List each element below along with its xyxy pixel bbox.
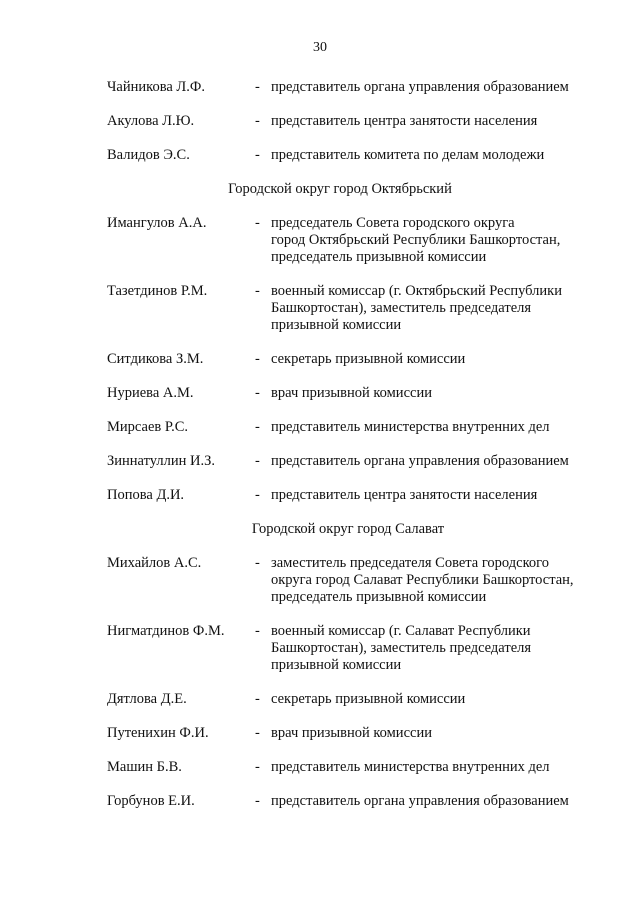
member-entry <box>0 215 640 266</box>
member-role <box>271 283 611 334</box>
member-role-line: представитель центра занятости населения <box>271 487 538 503</box>
member-role <box>271 793 611 810</box>
section-heading: Городской округ город Салават <box>251 521 445 537</box>
member-entry <box>0 759 640 776</box>
dash-separator: - <box>255 215 260 231</box>
member-entry <box>0 487 640 504</box>
member-role-line: представитель органа управления образованием <box>271 793 569 809</box>
member-role-line: город Октябрьский Республики Башкортостан, <box>271 232 561 248</box>
member-role-line: призывной комиссии <box>271 317 402 333</box>
dash-separator: - <box>255 79 260 95</box>
member-name: Тазетдинов Р.М. <box>107 283 208 299</box>
member-role-line: представитель центра занятости населения <box>271 113 538 129</box>
dash-separator: - <box>255 283 260 299</box>
member-role-line: председатель призывной комиссии <box>271 249 487 265</box>
member-name: Чайникова Л.Ф. <box>107 79 205 95</box>
member-role-line: представитель органа управления образованием <box>271 79 569 95</box>
member-role <box>271 351 611 368</box>
member-role <box>271 487 611 504</box>
member-name: Нигматдинов Ф.М. <box>107 623 225 639</box>
member-role <box>271 79 611 96</box>
page-number: 30 <box>313 40 327 55</box>
member-entry <box>0 453 640 470</box>
dash-separator: - <box>255 691 260 707</box>
member-role <box>271 147 611 164</box>
dash-separator: - <box>255 623 260 639</box>
member-entry <box>0 793 640 810</box>
dash-separator: - <box>255 793 260 809</box>
member-role-line: представитель министерства внутренних дел <box>271 419 550 435</box>
member-name: Михайлов А.С. <box>107 555 202 571</box>
member-name: Акулова Л.Ю. <box>107 113 195 129</box>
member-entry <box>0 623 640 674</box>
member-name: Дятлова Д.Е. <box>107 691 187 707</box>
member-name: Валидов Э.С. <box>107 147 190 163</box>
member-name: Машин Б.В. <box>107 759 182 775</box>
member-entry <box>0 147 640 164</box>
dash-separator: - <box>255 113 260 129</box>
dash-separator: - <box>255 555 260 571</box>
member-role <box>271 215 611 266</box>
dash-separator: - <box>255 487 260 503</box>
member-role-line: врач призывной комиссии <box>271 725 432 741</box>
member-role-line: представитель министерства внутренних дел <box>271 759 550 775</box>
member-entry <box>0 725 640 742</box>
member-role <box>271 385 611 402</box>
member-role-line: военный комиссар (г. Октябрьский Республики <box>271 283 562 299</box>
member-entry <box>0 283 640 334</box>
member-role-line: заместитель председателя Совета городского <box>271 555 549 571</box>
member-role <box>271 453 611 470</box>
dash-separator: - <box>255 351 260 367</box>
member-role-line: представитель органа управления образованием <box>271 453 569 469</box>
member-role <box>271 725 611 742</box>
member-role-line: военный комиссар (г. Салават Республики <box>271 623 531 639</box>
member-entry <box>0 351 640 368</box>
member-role <box>271 555 611 606</box>
member-entry <box>0 555 640 606</box>
dash-separator: - <box>255 759 260 775</box>
dash-separator: - <box>255 385 260 401</box>
dash-separator: - <box>255 453 260 469</box>
member-role <box>271 759 611 776</box>
member-role-line: Башкортостан), заместитель председателя <box>271 640 532 656</box>
member-entry <box>0 691 640 708</box>
member-role <box>271 113 611 130</box>
member-entry <box>0 79 640 96</box>
member-role <box>271 691 611 708</box>
member-role-line: призывной комиссии <box>271 657 402 673</box>
member-name: Попова Д.И. <box>107 487 185 503</box>
member-name: Зиннатуллин И.З. <box>107 453 215 469</box>
member-name: Имангулов А.А. <box>107 215 207 231</box>
member-role-line: врач призывной комиссии <box>271 385 432 401</box>
dash-separator: - <box>255 147 260 163</box>
member-role-line: председатель призывной комиссии <box>271 589 487 605</box>
section-heading: Городской округ город Октябрьский <box>228 181 452 197</box>
member-role-line: председатель Совета городского округа <box>271 215 515 231</box>
member-role-line: представитель комитета по делам молодежи <box>271 147 545 163</box>
commission-member-list <box>0 79 640 827</box>
member-name: Ситдикова З.М. <box>107 351 204 367</box>
member-name: Мирсаев Р.С. <box>107 419 189 435</box>
member-role-line: округа город Салават Республики Башкортостан, <box>271 572 574 588</box>
dash-separator: - <box>255 419 260 435</box>
member-name: Горбунов Е.И. <box>107 793 195 809</box>
member-entry <box>0 113 640 130</box>
member-role <box>271 623 611 674</box>
member-entry <box>0 385 640 402</box>
dash-separator: - <box>255 725 260 741</box>
member-name: Путенихин Ф.И. <box>107 725 209 741</box>
member-role-line: секретарь призывной комиссии <box>271 351 466 367</box>
member-role <box>271 419 611 436</box>
member-name: Нуриева А.М. <box>107 385 194 401</box>
member-entry <box>0 419 640 436</box>
member-role-line: Башкортостан), заместитель председателя <box>271 300 532 316</box>
member-role-line: секретарь призывной комиссии <box>271 691 466 707</box>
